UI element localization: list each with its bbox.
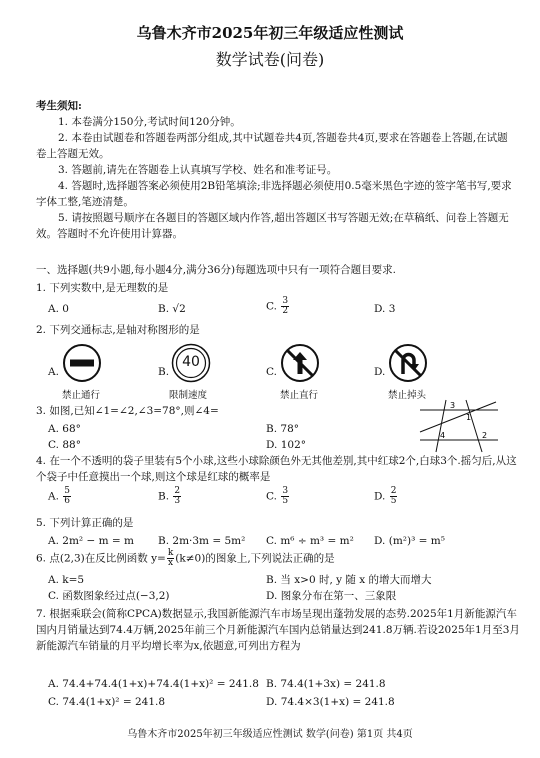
q5-option-b: B. 2m·3m = 5m² <box>158 535 246 547</box>
question-3-stem: 3. 如图,已知∠1=∠2,∠3=78°,则∠4= <box>36 405 219 417</box>
fraction-denominator: 2 <box>282 306 289 316</box>
question-5-stem: 5. 下列计算正确的是 <box>36 517 134 529</box>
q1-b-prefix: B. <box>158 303 173 315</box>
option-prefix: A. <box>48 490 63 503</box>
q4-option-b <box>158 487 182 506</box>
q3-option-c: C. 88° <box>48 439 81 451</box>
q1-option-d: D. 3 <box>374 303 396 315</box>
option-prefix: C. <box>266 490 281 503</box>
q4-a-fraction <box>63 487 71 506</box>
question-7-stem: 7. 根据乘联会(简称CPCA)数据显示,我国新能源汽车市场呈现出蓬勃发展的态势.2025年1月新能源汽车国内月销量达到74.4万辆,2025年前三个月新能源汽车国内总销量达到241.8万辆.若设2025年1月至3月新能源汽车销量的月平均增长率为x,依题意,可列出方程为 <box>36 608 520 652</box>
fraction-denominator: 3 <box>174 496 181 506</box>
q6-option-b: B. 当 x>0 时, y 随 x 的增大而增大 <box>266 574 432 586</box>
q5-option-c: C. m⁶ ÷ m³ = m² <box>266 535 354 547</box>
figure-label-1: 1 <box>466 413 472 422</box>
q6-option-d: D. 图象分布在第一、三象限 <box>266 590 397 602</box>
q4-option-a <box>48 487 72 506</box>
q6-option-a: A. k=5 <box>48 574 85 586</box>
section-heading: 一、选择题(共9小题,每小题4分,满分36分)每题选项中只有一项符合题目要求. <box>36 264 396 276</box>
q2-letter-d: D. <box>374 366 386 378</box>
q2-caption-b: 限制速度 <box>169 390 208 401</box>
q5-option-a: A. 2m² − m = m <box>48 535 134 547</box>
q3-option-b: B. 78° <box>266 423 300 435</box>
fraction-denominator: 5 <box>390 496 397 506</box>
q1-b-root: √2 <box>172 303 186 315</box>
notice-heading: 考生须知: <box>36 100 82 112</box>
fraction-denominator: x <box>168 558 174 568</box>
fraction-numerator: 3 <box>282 486 289 496</box>
fraction-denominator: 6 <box>64 496 70 506</box>
no-straight-sign-icon <box>280 343 320 383</box>
q4-option-d <box>374 487 398 506</box>
q2-caption-c: 禁止直行 <box>280 390 319 401</box>
figure-label-4: 4 <box>440 431 446 440</box>
q4-b-fraction <box>173 487 181 506</box>
notice-item: 4. 答题时,选择题答案必须使用2B铅笔填涂;非选择题必须使用0.5毫米黑色字迹的签字笔书写,要求字体工整,笔迹清楚。 <box>36 180 512 208</box>
q7-option-b: B. 74.4(1+3x) = 241.8 <box>266 678 386 690</box>
figure-label-3: 3 <box>450 401 456 410</box>
q2-letter-c: C. <box>266 366 277 378</box>
q1-c-prefix: C. <box>266 300 281 313</box>
q3-option-a: A. 68° <box>48 423 81 435</box>
notice-block <box>36 98 516 242</box>
angle-figure <box>418 396 500 456</box>
notice-item: 1. 本卷满分150分,考试时间120分钟。 <box>58 116 241 128</box>
q1-option-b <box>158 301 186 317</box>
figure-label-2: 2 <box>482 431 488 440</box>
speed-limit-value: 40 <box>182 354 200 370</box>
notice-item: 2. 本卷由试题卷和答题卷两部分组成,其中试题卷共4页,答题卷共4页,要求在答题卷上答题,在试题卷上答题无效。 <box>36 132 508 160</box>
q6-function-fraction <box>167 549 174 568</box>
exam-subtitle: 数学试卷(问卷) <box>215 50 325 69</box>
fraction-numerator: 2 <box>174 486 181 496</box>
notice-item: 3. 答题前,请先在答题卷上认真填写学校、姓名和准考证号。 <box>58 164 338 176</box>
exam-title: 乌鲁木齐市2025年初三年级适应性测试 <box>136 24 404 42</box>
q1-option-c <box>266 297 290 316</box>
notice-item: 5. 请按照题号顺序在各题目的答题区域内作答,超出答题区书写答题无效;在草稿纸、问卷上答题无效。答题时不允许使用计算器。 <box>36 212 509 240</box>
question-6-stem <box>36 549 522 568</box>
q2-letter-a: A. <box>48 366 59 378</box>
q7-option-a: A. 74.4+74.4(1+x)+74.4(1+x)² = 241.8 <box>48 678 259 690</box>
option-prefix: D. <box>374 490 389 503</box>
q2-caption-a: 禁止通行 <box>62 390 101 401</box>
q3-option-d: D. 102° <box>266 439 307 451</box>
q2-letter-b: B. <box>158 366 170 378</box>
q6-option-c: C. 函数图象经过点(−3,2) <box>48 590 170 602</box>
q4-option-c <box>266 487 290 506</box>
fraction-numerator: 2 <box>390 486 397 496</box>
q4-c-fraction <box>281 487 289 506</box>
q2-caption-d: 禁止掉头 <box>388 390 427 401</box>
q7-option-d: D. 74.4×3(1+x) = 241.8 <box>266 696 395 708</box>
no-entry-sign-icon <box>62 343 102 383</box>
q7-option-c: C. 74.4(1+x)² = 241.8 <box>48 696 166 708</box>
question-4-stem: 4. 在一个不透明的袋子里装有5个小球,这些小球除颜色外无其他差别,其中红球2个,白球3个.摇匀后,从这个袋子中任意摸出一个球,则这个球是红球的概率是 <box>36 455 517 483</box>
fraction-denominator: 5 <box>282 496 289 506</box>
no-u-turn-sign-icon <box>388 343 428 383</box>
page-footer: 乌鲁木齐市2025年初三年级适应性测试 数学(问卷) 第1页 共4页 <box>127 729 413 740</box>
q4-d-fraction <box>390 487 398 506</box>
q1-option-a: A. 0 <box>48 303 69 315</box>
q6-stem-suffix: (k≠0)的图象上,下列说法正确的是 <box>175 552 335 565</box>
option-prefix: B. <box>158 490 173 503</box>
q5-option-d: D. (m²)³ = m⁵ <box>374 535 445 547</box>
question-2-stem: 2. 下列交通标志,是轴对称图形的是 <box>36 324 200 336</box>
fraction-numerator: 5 <box>64 486 70 496</box>
question-1-stem: 1. 下列实数中,是无理数的是 <box>36 282 169 294</box>
fraction-numerator: 3 <box>282 296 289 306</box>
q6-stem-prefix: 6. 点(2,3)在反比例函数 y= <box>36 552 166 565</box>
fraction-numerator: k <box>167 548 174 558</box>
q1-c-fraction <box>281 297 289 316</box>
